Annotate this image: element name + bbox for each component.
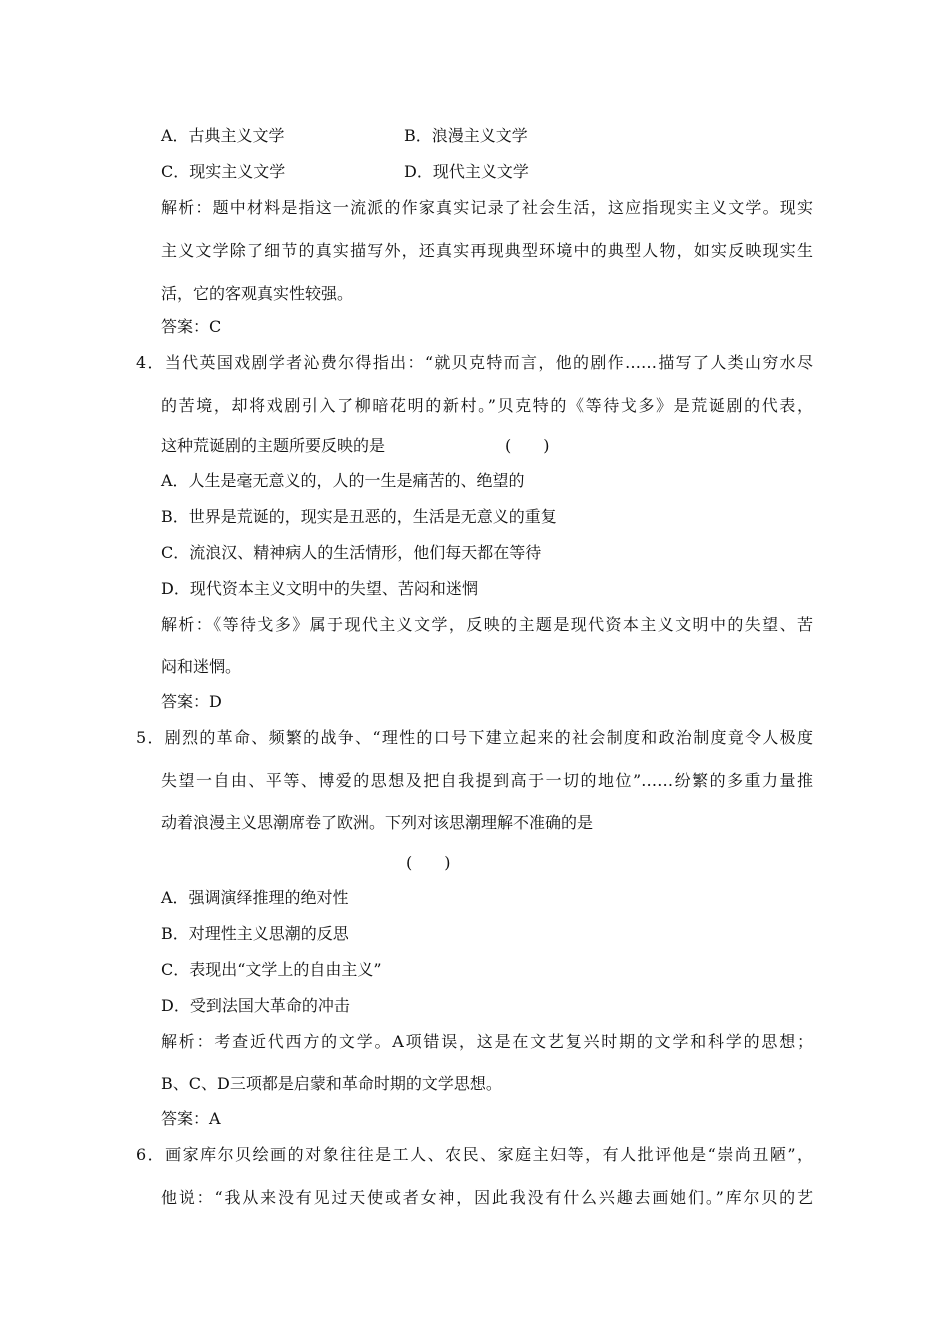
q4-stem-line-1: 4．当代英国戏剧学者沁费尔得指出：“就贝克特而言，他的剧作……描写了人类山穷水尽 bbox=[136, 353, 813, 372]
q3-option-a: A．古典主义文学 bbox=[161, 126, 285, 145]
q3-analysis-line-1: 解析：题中材料是指这一流派的作家真实记录了社会生活，这应指现实主义文学。现实 bbox=[161, 198, 813, 217]
q5-option-c: C．表现出“文学上的自由主义” bbox=[161, 960, 382, 979]
q5-stem-line-2: 失望一自由、平等、博爱的思想及把自我提到高于一切的地位”……纷繁的多重力量推 bbox=[161, 771, 813, 790]
q3-option-b: B．浪漫主义文学 bbox=[404, 126, 528, 145]
q4-analysis-line-2: 闷和迷惘。 bbox=[161, 657, 242, 676]
q5-option-d: D．受到法国大革命的冲击 bbox=[161, 996, 350, 1015]
q4-stem-line-2: 的苦境，却将戏剧引入了柳暗花明的新村。”贝克特的《等待戈多》是荒诞剧的代表， bbox=[161, 396, 813, 415]
q4-answer-blank: ( ) bbox=[505, 436, 550, 455]
q4-option-a: A．人生是毫无意义的，人的一生是痛苦的、绝望的 bbox=[161, 471, 525, 490]
q6-stem-line-1: 6．画家库尔贝绘画的对象往往是工人、农民、家庭主妇等，有人批评他是“崇尚丑陋”， bbox=[136, 1145, 813, 1164]
q4-option-c: C．流浪汉、精神病人的生活情形，他们每天都在等待 bbox=[161, 543, 542, 562]
q4-option-b: B．世界是荒诞的，现实是丑恶的，生活是无意义的重复 bbox=[161, 507, 557, 526]
q4-analysis-line-1: 解析：《等待戈多》属于现代主义文学，反映的主题是现代资本主义文明中的失望、苦 bbox=[161, 615, 813, 634]
q4-stem-line-3: 这种荒诞剧的主题所要反映的是 bbox=[161, 436, 386, 455]
q4-answer: 答案：D bbox=[161, 692, 222, 711]
q5-stem-line-3: 动着浪漫主义思潮席卷了欧洲。下列对该思潮理解不准确的是 bbox=[161, 813, 594, 832]
q5-stem-line-1: 5．剧烈的革命、频繁的战争、“理性的口号下建立起来的社会制度和政治制度竟令人极度 bbox=[136, 728, 813, 747]
q5-option-a: A．强调演绎推理的绝对性 bbox=[161, 888, 349, 907]
q6-stem-line-2: 他说：“我从来没有见过天使或者女神，因此我没有什么兴趣去画她们。”库尔贝的艺 bbox=[161, 1188, 813, 1207]
q5-answer: 答案：A bbox=[161, 1109, 221, 1128]
q3-analysis-line-3: 活，它的客观真实性较强。 bbox=[161, 284, 354, 303]
q5-analysis-line-1: 解析：考查近代西方的文学。A项错误，这是在文艺复兴时期的文学和科学的思想； bbox=[161, 1032, 813, 1051]
q5-answer-blank: ( ) bbox=[406, 853, 451, 872]
q3-option-c: C．现实主义文学 bbox=[161, 162, 286, 181]
q4-option-d: D．现代资本主义文明中的失望、苦闷和迷惘 bbox=[161, 579, 478, 598]
q3-analysis-line-2: 主义文学除了细节的真实描写外，还真实再现典型环境中的典型人物，如实反映现实生 bbox=[161, 241, 813, 260]
q5-option-b: B．对理性主义思潮的反思 bbox=[161, 924, 349, 943]
q3-option-d: D．现代主义文学 bbox=[404, 162, 529, 181]
q3-answer: 答案：C bbox=[161, 317, 222, 336]
q5-analysis-line-2: B、C、D三项都是启蒙和革命时期的文学思想。 bbox=[161, 1074, 502, 1093]
